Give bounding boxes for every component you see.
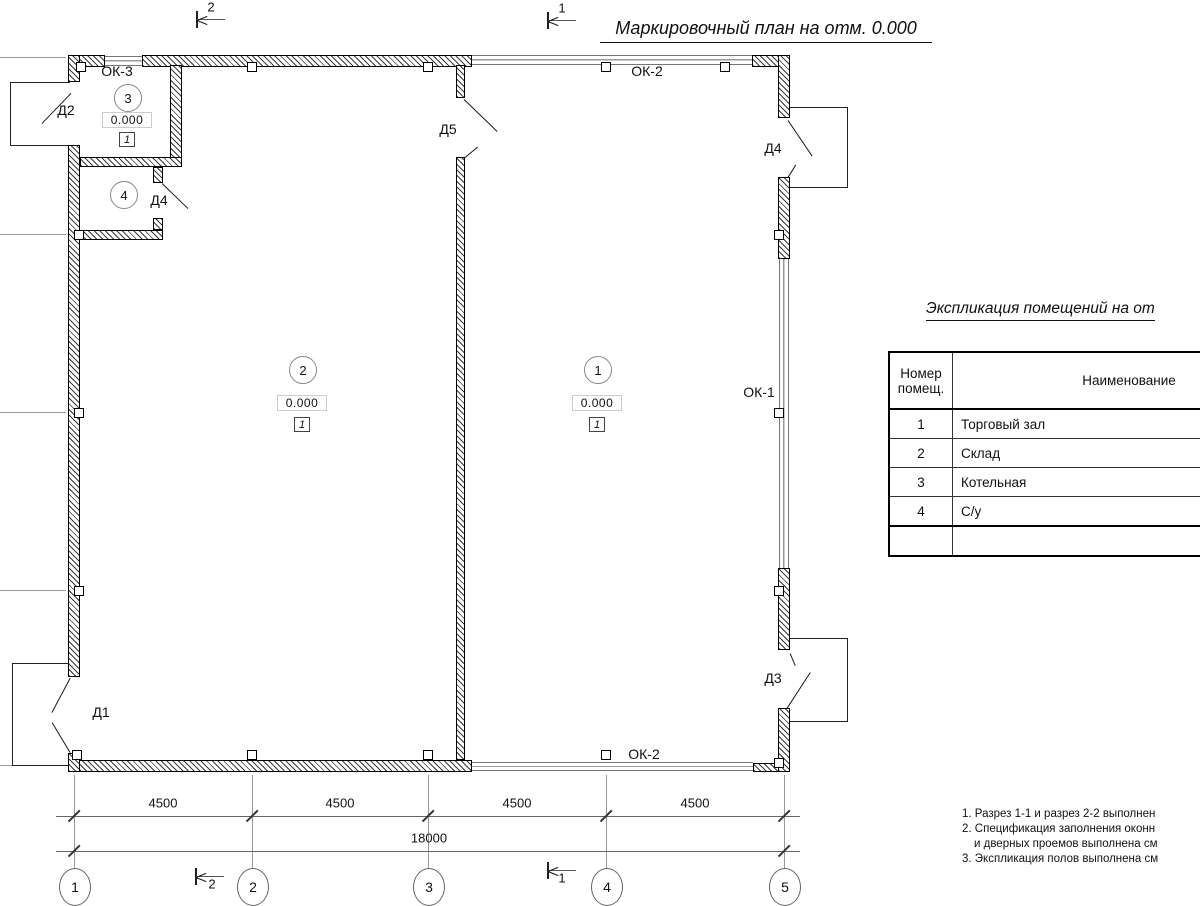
column-marker [720, 62, 730, 72]
floor-type-mark: 1 [119, 132, 135, 147]
grid-bubble-4: 4 [591, 868, 623, 906]
schedule-header-number-line1: Номер [891, 366, 951, 381]
column-marker [601, 62, 611, 72]
section-mark-number: 2 [208, 877, 215, 892]
room-number-cell: 3 [889, 468, 953, 497]
wall-boiler-room [170, 65, 182, 167]
room-number-cell [889, 526, 953, 556]
dimension-value: 4500 [149, 796, 178, 811]
column-marker [423, 750, 433, 760]
section-arrow-icon [548, 21, 559, 26]
grid-bubble-2: 2 [237, 868, 269, 906]
wall-segment [68, 760, 472, 772]
room-number-cell: 2 [889, 439, 953, 468]
note-line: 1. Разрез 1-1 и разрез 2-2 выполнен [962, 807, 1200, 822]
column-marker [774, 230, 784, 240]
schedule-title: Экспликация помещений на от [926, 300, 1155, 321]
grid-row-dash [0, 57, 66, 58]
floor-type-mark: 1 [294, 417, 310, 432]
room-name-cell [953, 526, 1200, 556]
room-name-cell: Котельная [953, 468, 1200, 497]
wall-segment [778, 568, 790, 650]
table-row [889, 439, 1200, 468]
elevation-mark: 0.000 [102, 112, 152, 128]
section-mark-number: 2 [207, 0, 214, 15]
dimension-value: 4500 [503, 796, 532, 811]
table-row [889, 409, 1200, 439]
elevation-mark: 0.000 [572, 395, 622, 411]
room-number-circle: 2 [289, 356, 317, 384]
grid-line [428, 775, 429, 869]
schedule-header-number [889, 352, 953, 409]
window-ok2-bottom [472, 762, 753, 771]
grid-bubble-1: 1 [59, 868, 91, 906]
grid-bubble-5: 5 [769, 868, 801, 906]
grid-row-dash [0, 590, 66, 591]
room-number-circle: 3 [114, 84, 142, 112]
column-marker [774, 758, 784, 768]
note-line: 2. Спецификация заполнения оконн [962, 822, 1200, 837]
wall-segment [778, 55, 790, 118]
floor-type-mark: 1 [589, 417, 605, 432]
column-marker [76, 62, 86, 72]
grid-bubble-3: 3 [413, 868, 445, 906]
schedule-header-name: Наименование [953, 352, 1200, 409]
grid-line [252, 775, 253, 869]
label-d5: Д5 [439, 121, 456, 137]
wall-partition [456, 157, 465, 760]
label-d4-right: Д4 [764, 140, 781, 156]
section-arrow-icon [197, 20, 208, 25]
label-d4-inner: Д4 [150, 192, 167, 208]
porch-bottom-right [790, 638, 848, 722]
dimension-total: 18000 [411, 831, 447, 846]
label-d1: Д1 [92, 704, 109, 720]
section-arrow-icon [548, 871, 559, 876]
dimension-value: 4500 [326, 796, 355, 811]
table-row-empty [889, 526, 1200, 556]
wall-wc [153, 167, 163, 183]
note-line: 3. Экспликация полов выполнена см [962, 852, 1200, 867]
label-d3: Д3 [764, 670, 781, 686]
wall-boiler-room [80, 157, 182, 167]
window-ok2-top [470, 55, 752, 65]
column-marker [423, 62, 433, 72]
table-row [889, 468, 1200, 497]
dimension-line [56, 851, 800, 852]
room-number-cell: 1 [889, 409, 953, 439]
grid-line [74, 775, 75, 869]
section-arrow-icon [196, 877, 207, 882]
section-mark-number: 1 [558, 871, 565, 886]
wall-partition [456, 65, 465, 98]
wall-wc [78, 230, 163, 240]
grid-line [784, 775, 785, 869]
label-d2: Д2 [57, 102, 74, 118]
column-marker [774, 408, 784, 418]
elevation-mark: 0.000 [277, 395, 327, 411]
schedule-header-number-line2: помещ. [891, 381, 951, 396]
grid-row-dash [0, 412, 66, 413]
room-name-cell: С/у [953, 497, 1200, 527]
label-ok1: ОК-1 [743, 384, 775, 400]
wall-wc [153, 218, 163, 230]
note-line: и дверных проемов выполнена см [962, 837, 1200, 852]
door-swing-d5 [464, 147, 479, 160]
label-ok2-bottom: ОК-2 [628, 746, 660, 762]
room-number-circle: 1 [584, 356, 612, 384]
column-marker [774, 586, 784, 596]
grid-line [606, 775, 607, 869]
room-number-cell: 4 [889, 497, 953, 527]
label-ok3: ОК-3 [101, 63, 133, 79]
column-marker [247, 750, 257, 760]
column-marker [72, 750, 82, 760]
porch-top-right [790, 107, 848, 188]
drawing-title: Маркировочный план на отм. 0.000 [600, 18, 932, 43]
column-marker [74, 230, 84, 240]
room-name-cell: Торговый зал [953, 409, 1200, 439]
column-marker [247, 62, 257, 72]
table-row [889, 497, 1200, 527]
room-schedule-table [888, 351, 1200, 557]
column-marker [74, 586, 84, 596]
notes [962, 807, 1200, 867]
dimension-value: 4500 [681, 796, 710, 811]
porch-bottom-left [12, 663, 68, 766]
grid-row-dash [0, 234, 66, 235]
label-ok2-top: ОК-2 [631, 63, 663, 79]
column-marker [601, 750, 611, 760]
column-marker [74, 408, 84, 418]
room-number-circle: 4 [110, 181, 138, 209]
door-swing-d5 [464, 99, 498, 132]
section-mark-number: 1 [558, 1, 565, 16]
wall-segment [778, 177, 790, 259]
room-name-cell: Склад [953, 439, 1200, 468]
schedule-header-row [889, 352, 1200, 409]
